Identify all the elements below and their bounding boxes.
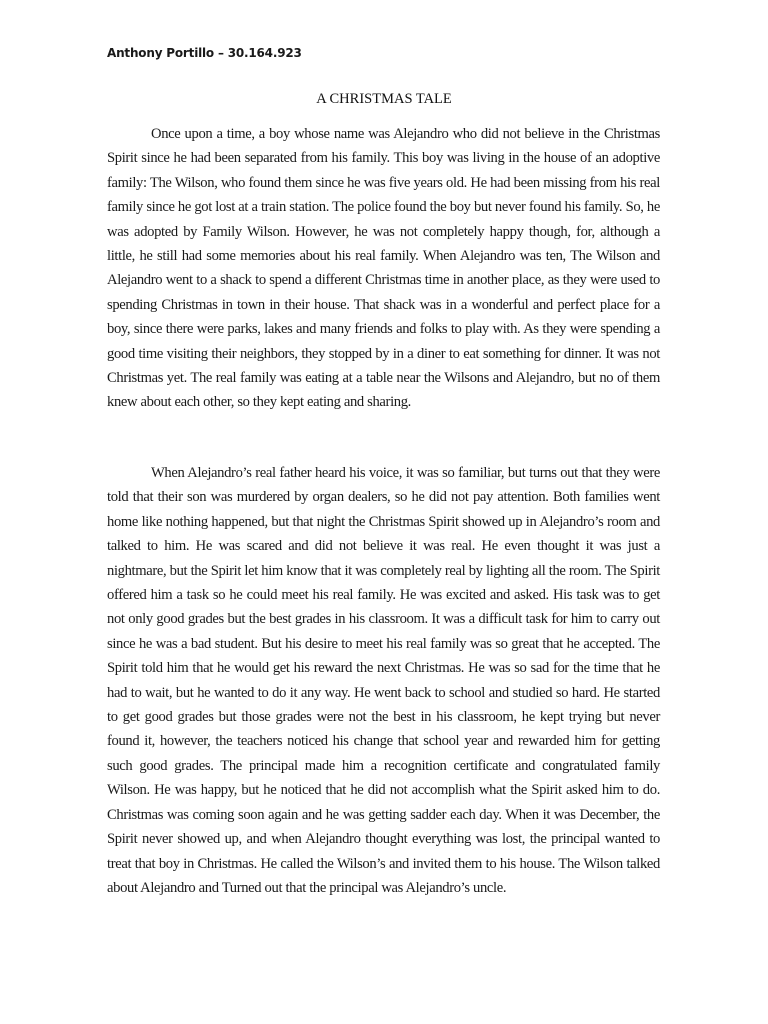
paragraph-1: Once upon a time, a boy whose name was Alejandro who did not believe in the Christmas Spirit since he had been separated from his family. This boy was living in the house of an adoptive family: The Wilson, who found them since he was five years old. He had been missing from his real family since he got lost at a train station. The police found the boy but never found his family. So, he was adopted by Family Wilson. However, he was not completely happy though, for, although a little, he still had some memories about his real family. When Alejandro was ten, The Wilson and Alejandro went to a shack to spend a different Christmas time in another place, as they were used to spending Christmas in town in their house. That shack was in a wonderful and perfect place for a boy, since there were parks, lakes and many friends and folks to play with. As they were spending a good time visiting their neighbors, they stopped by in a diner to eat something for dinner. It was not Christmas yet. The real family was eating at a table near the Wilsons and Alejandro, but no of them knew about each other, so they kept eating and sharing. [107, 126, 660, 411]
author-header: Anthony Portillo – 30.164.923 [107, 46, 302, 60]
paragraph-2: When Alejandro’s real father heard his voice, it was so familiar, but turns out that they were told that their son was murdered by organ dealers, so he did not pay attention. Both families went home like nothing happened, but that night the Christmas Spirit showed up in Alejandro’s room and talked to him. He was scared and did not believe it was real. He even thought it was just a nightmare, but the Spirit let him know that it was completely real by lighting all the room. The Spirit offered him a task so he could meet his real family. He was excited and asked. His task was to get not only good grades but the best grades in his classroom. It was a difficult task for him to carry out since he was a bad student. But his desire to meet his real family was so great that he accepted. The Spirit told him that he would get his reward the next Christmas. He was so sad for the time that he had to wait, but he wanted to do it any way. He went back to school and studied so hard. He started to get good grades but those grades were not the best in his classroom, he kept trying but never found it, however, the teachers noticed his change that school year and rewarded him for getting such good grades. The principal made him a recognition certificate and congratulated family Wilson. He was happy, but he noticed that he did not accomplish what the Spirit asked him to do. Christmas was coming soon again and he was getting sadder each day. When it was December, the Spirit never showed up, and when Alejandro thought everything was lost, the principal wanted to treat that boy in Christmas. He called the Wilson’s and invited them to his house. The Wilson talked about Alejandro and Turned out that the principal was Alejandro’s uncle. [107, 465, 660, 896]
story-title: A CHRISTMAS TALE [316, 91, 452, 107]
